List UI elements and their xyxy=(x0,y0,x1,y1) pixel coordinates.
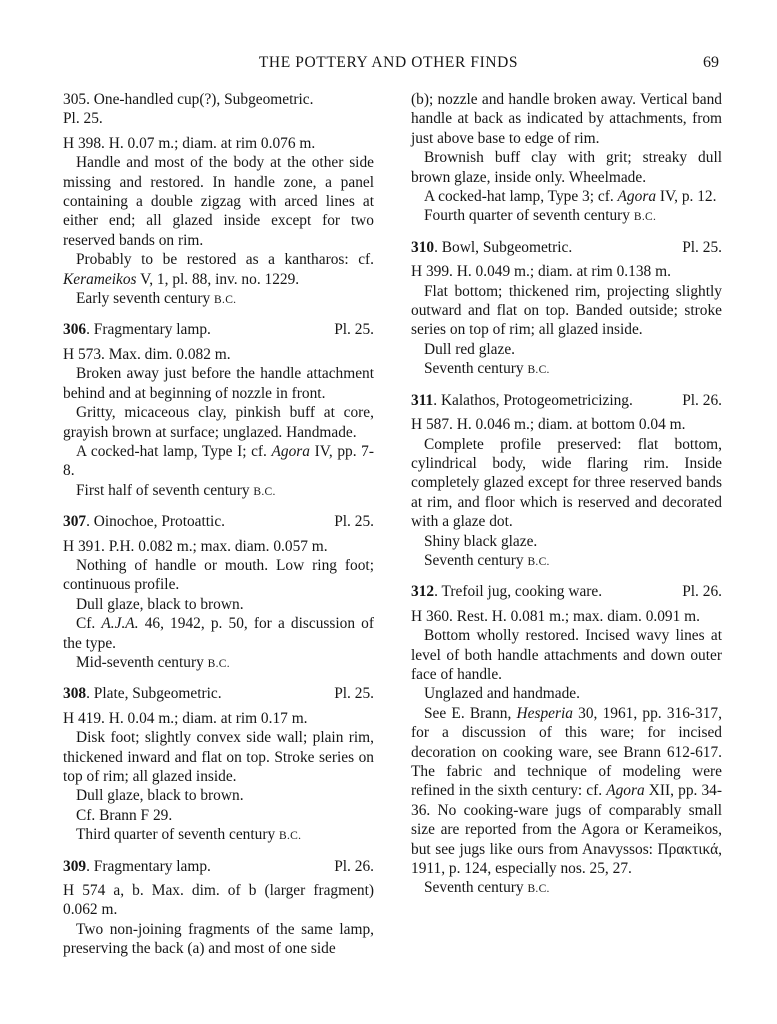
fabric: Brownish buff clay with grit; streaky dull brown glaze, inside only. Wheelmade. xyxy=(411,149,722,186)
measurements: H 573. Max. dim. 0.082 m. xyxy=(63,345,231,363)
catalog-entry-305 xyxy=(63,90,374,310)
era: B.C. xyxy=(214,294,237,307)
text: See E. Brann, xyxy=(424,704,517,722)
text: XII, pp. 34-36. No cooking-ware jugs of comparably small size are reported from the Agora or Kerameikos, but see jugs like ours from Anavyssos: xyxy=(411,782,722,858)
description: Complete profile preserved: flat bottom, cylindrical body, wide flaring rim. Inside completely glazed except for three reserved bands at rim, and floor which is reserved and decorated with a glaze dot. xyxy=(411,435,722,531)
entry-title xyxy=(63,684,374,703)
text: , 1911, p. 124, especially nos. 25, 27. xyxy=(411,840,722,878)
entry-number: 305 xyxy=(63,91,87,108)
entry-number: 307 xyxy=(63,513,87,531)
description: Broken away just before the handle attachment behind and at beginning of nozzle in front. xyxy=(63,365,374,402)
measurements: H 419. H. 0.04 m.; diam. at rim 0.17 m. xyxy=(63,709,308,727)
fabric: Unglazed and handmade. xyxy=(424,685,580,703)
left-column xyxy=(63,90,374,969)
plate-reference: Pl. 26. xyxy=(682,583,722,601)
comparison: Cf. Brann F 29. xyxy=(76,806,173,824)
catalog-entry-308 xyxy=(63,684,374,846)
plate-reference: Pl. 25. xyxy=(334,513,374,531)
catalog-entry-309-continued xyxy=(411,90,722,228)
citation-title: Agora xyxy=(606,782,645,800)
entry-title xyxy=(63,857,374,876)
date-text: Early seventh century xyxy=(76,290,215,308)
description: Disk foot; slightly convex side wall; plain rim, thickened inward and flat on top. Stroke series on top of rim; all glazed inside. xyxy=(63,729,374,785)
era: B.C. xyxy=(633,211,657,224)
glaze: Dull glaze, black to brown. xyxy=(76,787,244,805)
description: Bottom wholly restored. Incised wavy lines at level of both handle attachments and down outer face of handle. xyxy=(411,627,722,683)
plate-reference: Pl. 26. xyxy=(334,857,374,875)
entry-title-text: . One-handled cup(?), Subgeometric. xyxy=(86,91,314,108)
entry-title-text: . Oinochoe, Protoattic. xyxy=(86,513,226,531)
catalog-entry-311 xyxy=(411,391,722,573)
entry-number: 306 xyxy=(63,321,87,339)
text: 46, 1942, p. 50, for a discussion of the type. xyxy=(63,615,374,652)
date-text: First half of seventh century xyxy=(76,481,254,499)
entry-title xyxy=(63,320,374,339)
description: Nothing of handle or mouth. Low ring foot; continuous profile. xyxy=(63,556,374,594)
description: Flat bottom; thickened rim, projecting slightly outward and flat on top. Banded outside; stroke series on top of rim; all glazed inside. xyxy=(411,282,722,339)
entry-title-text: . Fragmentary lamp. xyxy=(86,857,211,875)
page-number: 69 xyxy=(703,54,719,71)
comparison xyxy=(411,187,722,206)
plate-reference: Pl. 25. xyxy=(63,110,103,128)
date-text: Seventh century xyxy=(424,551,528,569)
description: Two non-joining fragments of the same lamp, preserving the back (a) and most of one side xyxy=(63,920,374,958)
citation-title: Hesperia xyxy=(516,704,573,722)
text: 30, 1961, pp. 316-317, for a discussion of this ware; for incised decoration on cooking ware, see Brann 612-617. The fabric and technique of modeling were refined in the sixth century: cf. xyxy=(411,704,722,800)
entry-title xyxy=(411,391,722,410)
measurements: H 574 a, b. Max. dim. of b (larger fragment) 0.062 m. xyxy=(63,882,374,919)
date-text: Seventh century xyxy=(424,360,528,378)
comparison xyxy=(63,250,374,289)
date xyxy=(411,359,722,380)
measurements: H 398. H. 0.07 m.; diam. at rim 0.076 m. xyxy=(63,134,316,152)
date xyxy=(63,653,374,674)
citation-title: Agora xyxy=(271,442,310,460)
right-column xyxy=(411,90,722,910)
text: Probably to be restored as a kantharos: cf. xyxy=(76,251,374,269)
glaze: Dull red glaze. xyxy=(424,340,516,358)
measurements: H 399. H. 0.049 m.; diam. at rim 0.138 m. xyxy=(411,263,671,281)
description: Handle and most of the body at the other side missing and restored. In handle zone, a panel containing a double zigzag with arced lines at either end; all glazed inside except for two reserved bands on rim. xyxy=(63,154,374,249)
entry-title-text: . Bowl, Subgeometric. xyxy=(434,238,573,256)
date-text: Seventh century xyxy=(424,879,528,897)
date-text: Third quarter of seventh century xyxy=(76,826,279,844)
measurements: H 587. H. 0.046 m.; diam. at bottom 0.04 m. xyxy=(411,416,686,434)
entry-number: 311 xyxy=(411,391,434,409)
date-text: Fourth quarter of seventh century xyxy=(424,207,634,225)
citation-title: Agora xyxy=(617,188,657,206)
date-text: Mid-seventh century xyxy=(76,653,208,671)
fabric: Gritty, micaceous clay, pinkish buff at core, grayish brown at surface; unglazed. Handmade. xyxy=(63,404,374,441)
text: A cocked-hat lamp, Type I; cf. xyxy=(76,442,272,460)
comparison xyxy=(63,442,374,481)
entry-number: 309 xyxy=(63,857,87,875)
era: B.C. xyxy=(527,364,550,377)
measurements: H 391. P.H. 0.082 m.; max. diam. 0.057 m. xyxy=(63,537,328,555)
entry-title xyxy=(63,512,374,531)
plate-reference: Pl. 26. xyxy=(682,391,722,409)
page-header xyxy=(0,54,777,76)
text: A cocked-hat lamp, Type 3; cf. xyxy=(424,188,618,206)
comparison xyxy=(63,614,374,653)
citation-title: Kerameikos xyxy=(63,270,137,288)
entry-title-text: . Plate, Subgeometric. xyxy=(86,685,222,703)
catalog-entry-309 xyxy=(63,857,374,959)
text: V, 1, pl. 88, inv. no. 1229. xyxy=(136,270,300,288)
entry-title xyxy=(411,582,722,601)
measurements: H 360. Rest. H. 0.081 m.; max. diam. 0.091 m. xyxy=(411,607,700,625)
entry-number: 312 xyxy=(411,583,435,601)
era: B.C. xyxy=(207,657,230,670)
plate-reference: Pl. 25. xyxy=(334,321,374,339)
catalog-entry-310 xyxy=(411,238,722,381)
entry-number: 308 xyxy=(63,685,87,703)
glaze: Dull glaze, black to brown. xyxy=(76,595,244,613)
description-continued: (b); nozzle and handle broken away. Vertical band handle at back as indicated by attachments, from just above base to edge of rim. xyxy=(411,91,722,147)
entry-title xyxy=(63,90,374,109)
era: B.C. xyxy=(253,485,276,498)
catalog-entry-312 xyxy=(411,582,722,900)
entry-title xyxy=(411,238,722,257)
entry-title-text: . Trefoil jug, cooking ware. xyxy=(434,583,603,601)
plate-reference: Pl. 25. xyxy=(682,238,722,256)
catalog-entry-307 xyxy=(63,512,374,674)
citation-title: A.J.A. xyxy=(101,615,139,633)
date xyxy=(411,878,722,899)
date xyxy=(63,289,374,310)
era: B.C. xyxy=(527,883,550,896)
era: B.C. xyxy=(279,830,302,843)
entry-title-text: . Kalathos, Protogeometricizing. xyxy=(433,391,633,409)
era: B.C. xyxy=(527,555,550,568)
plate-reference: Pl. 25. xyxy=(334,685,374,703)
text: IV, pp. 7-8. xyxy=(63,442,374,480)
entry-number: 310 xyxy=(411,238,435,256)
text: IV, p. 12. xyxy=(656,188,717,206)
glaze: Shiny black glaze. xyxy=(424,532,538,550)
citation-title: Πρακτικά xyxy=(657,840,719,858)
text: Cf. xyxy=(76,615,102,633)
date xyxy=(411,206,722,227)
entry-title-text: . Fragmentary lamp. xyxy=(86,321,211,339)
date xyxy=(63,481,374,502)
date xyxy=(411,551,722,572)
discussion xyxy=(411,704,722,879)
catalog-entry-306 xyxy=(63,320,374,502)
running-head: THE POTTERY AND OTHER FINDS xyxy=(258,54,519,71)
date xyxy=(63,825,374,846)
